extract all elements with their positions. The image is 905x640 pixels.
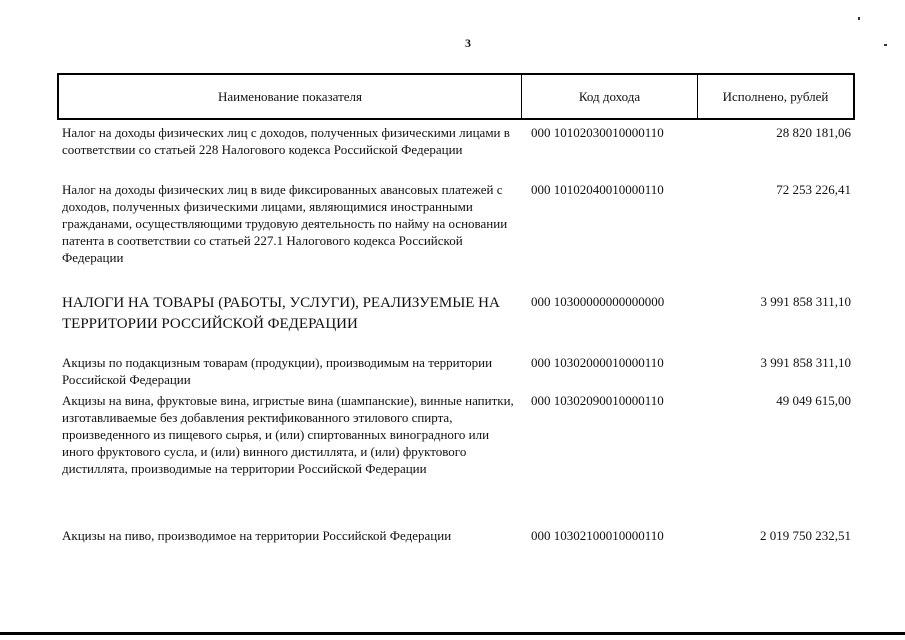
header-name: Наименование показателя [217,89,363,104]
row-amount: 2 019 750 232,51 [760,528,851,543]
scan-speck [884,44,887,46]
row-name: Налог на доходы физических лиц с доходов, полученных физическими лицами в соответствии со статьей 228 Налогового кодекса Российской Федерации [62,125,510,157]
header-amount: Исполнено, рублей [722,89,829,104]
row-name: Акцизы по подакцизным товарам (продукции), производимым на территории Российской Федерации [62,355,493,387]
row-name: Акцизы на вина, фруктовые вина, игристые вина (шампанские), винные напитки, изготавливаемые без добавления ректификованного этилового спирта, произведенного из пищевого сырья, и (или) спиртованных виноградного или иного фруктового сусла, и (или) винного дистиллята, и (или) фруктового дистиллята, производимые на территории Российской Федерации [62,393,514,476]
scan-speck [858,17,860,20]
row-code: 000 10300000000000000 [531,294,665,309]
row-code: 000 10302000010000110 [531,355,664,370]
row-amount: 3 991 858 311,10 [760,294,851,309]
row-amount: 72 253 226,41 [776,182,851,197]
table-header [57,73,855,120]
row-amount: 3 991 858 311,10 [760,355,851,370]
row-code: 000 10302090010000110 [531,393,664,408]
row-code: 000 10102040010000110 [531,182,664,197]
row-amount: 28 820 181,06 [776,125,851,140]
page-number: 3 [465,36,471,50]
bottom-rule [0,632,905,635]
row-amount: 49 049 615,00 [776,393,851,408]
header-code: Код дохода [578,89,641,104]
row-name: НАЛОГИ НА ТОВАРЫ (РАБОТЫ, УСЛУГИ), РЕАЛИЗУЕМЫЕ НА ТЕРРИТОРИИ РОССИЙСКОЙ ФЕДЕРАЦИИ [62,295,500,332]
row-name: Налог на доходы физических лиц в виде фиксированных авансовых платежей с доходов, полученных физическими лицами, являющимися иностранными гражданами, осуществляющими трудовую деятельность по найму на основании патента в соответствии со статьей 227.1 Налогового кодекса Российской Федерации [62,182,508,265]
row-name: Акцизы на пиво, производимое на территории Российской Федерации [62,528,452,543]
row-code: 000 10102030010000110 [531,125,664,140]
row-code: 000 10302100010000110 [531,528,664,543]
